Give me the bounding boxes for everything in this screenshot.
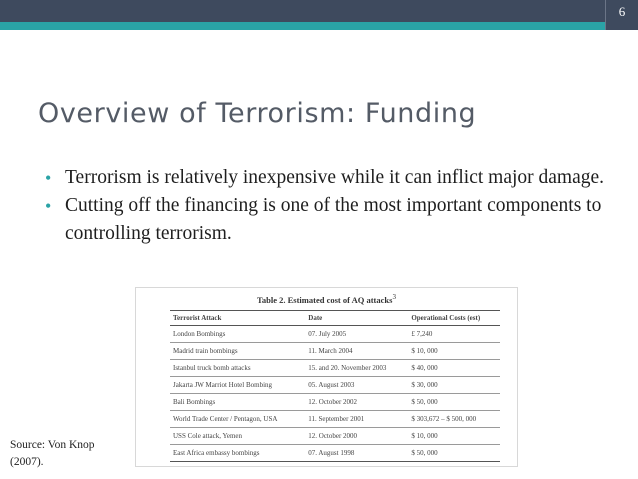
cell-cost: $ 50, 000 <box>408 394 500 411</box>
cell-date: 12. October 2000 <box>305 428 408 445</box>
bullet-item <box>42 192 622 248</box>
column-header-cost: Operational Costs (est) <box>408 311 500 326</box>
table-caption <box>136 293 517 305</box>
cell-date: 11. September 2001 <box>305 411 408 428</box>
cell-attack: East Africa embassy bombings <box>170 445 305 462</box>
cell-cost: $ 303,672 – $ 500, 000 <box>408 411 500 428</box>
cell-cost: $ 10, 000 <box>408 428 500 445</box>
table-row <box>170 326 500 343</box>
cell-date: 07. July 2005 <box>305 326 408 343</box>
bullet-text: Cutting off the financing is one of the most important components to controlling terrorism. <box>65 195 602 244</box>
table-caption-footnote: 3 <box>392 293 396 301</box>
header-bar <box>0 0 638 22</box>
table-row <box>170 343 500 360</box>
cell-attack: USS Cole attack, Yemen <box>170 428 305 445</box>
cell-date: 12. October 2002 <box>305 394 408 411</box>
cell-attack: London Bombings <box>170 326 305 343</box>
attack-cost-table <box>170 310 500 462</box>
slide-number: 6 <box>605 0 638 30</box>
bullet-item <box>42 164 622 192</box>
table-header-row <box>170 311 500 326</box>
cell-date: 07. August 1998 <box>305 445 408 462</box>
table-row <box>170 360 500 377</box>
cell-attack: Jakarta JW Marriot Hotel Bombing <box>170 377 305 394</box>
column-header-date: Date <box>305 311 408 326</box>
cell-cost: $ 30, 000 <box>408 377 500 394</box>
table-row <box>170 428 500 445</box>
table-row <box>170 411 500 428</box>
column-header-attack: Terrorist Attack <box>170 311 305 326</box>
cell-date: 11. March 2004 <box>305 343 408 360</box>
source-line: (2007). <box>10 456 44 468</box>
bullet-marker: • <box>45 168 52 188</box>
table-row <box>170 394 500 411</box>
cell-cost: $ 50, 000 <box>408 445 500 462</box>
cell-attack: Madrid train bombings <box>170 343 305 360</box>
table-caption-text: Table 2. Estimated cost of AQ attacks <box>257 294 393 305</box>
cell-attack: Bali Bombings <box>170 394 305 411</box>
slide-title: Overview of Terrorism: Funding <box>38 98 477 129</box>
cell-cost: $ 40, 000 <box>408 360 500 377</box>
bullet-marker: • <box>45 196 52 216</box>
bullet-list <box>42 164 622 248</box>
cell-cost: $ 10, 000 <box>408 343 500 360</box>
table-row <box>170 377 500 394</box>
table-row <box>170 445 500 462</box>
cell-attack: Istanbul truck bomb attacks <box>170 360 305 377</box>
header-accent-stripe <box>0 22 638 30</box>
cell-date: 05. August 2003 <box>305 377 408 394</box>
cell-date: 15. and 20. November 2003 <box>305 360 408 377</box>
table-image <box>135 287 518 467</box>
source-line: Source: Von Knop <box>10 439 95 451</box>
source-citation <box>10 437 95 471</box>
cell-attack: World Trade Center / Pentagon, USA <box>170 411 305 428</box>
bullet-text: Terrorism is relatively inexpensive while it can inflict major damage. <box>65 167 605 188</box>
cell-cost: £ 7,240 <box>408 326 500 343</box>
